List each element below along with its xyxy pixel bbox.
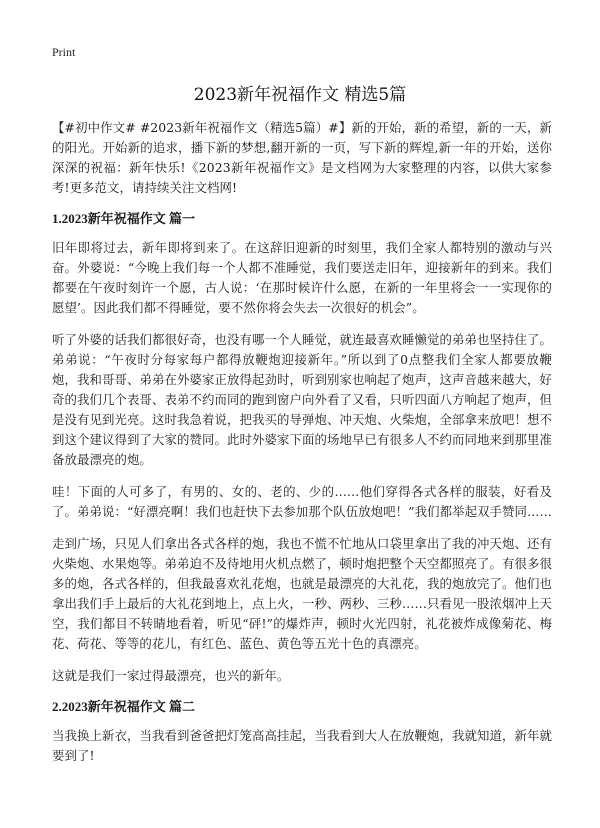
paragraph: 这就是我们一家过得最漂亮，也兴的新年。 — [52, 668, 290, 683]
paragraph: 旧年即将过去，新年即将到来了。在这辞旧迎新的时刻里，我们全家人都特别的激动与兴奋。外婆说：“今晚上我们每一个人都不准睡觉，我们要送走旧年，迎接新年的到来。我们都要在午夜时刻许一个愿，古人说：‘在那时候许什么愿，在新的一年里将会一一实现你的愿望’。因此我们都不得睡觉，要不然你将会失去一次很好的机会”。 — [52, 240, 552, 315]
section-heading: 2.2023新年祝福作文 篇二 — [52, 699, 196, 714]
print-link[interactable]: Print — [52, 45, 76, 59]
paragraph: 哇！下面的人可多了，有男的、女的、老的、少的……他们穿得各式各样的服装，好看及了。弟弟说：“好漂亮啊！我们也赶快下去参加那个队伍放炮吧！”我们都举起双手赞同…… — [52, 484, 553, 519]
paragraph: 当我换上新衣，当我看到爸爸把灯笼高高挂起，当我看到大人在放鞭炮，我就知道，新年就要到了! — [52, 728, 552, 763]
intro-paragraph: 【#初中作文# #2023新年祝福作文（精选5篇）#】新的开始，新的希望，新的一天，新的阳光。开始新的追求，播下新的梦想,翻开新的一页，写下新的辉煌,新一年的开始，送你深深的祝福：新年快乐!《2023新年祝福作文》是文档网为大家整理的内容，以供大家参考!更多范文，请持续关注文档网! — [52, 120, 552, 195]
page-title: 2023新年祝福作文 精选5篇 — [193, 85, 407, 105]
paragraph: 走到广场，只见人们拿出各式各样的炮，我也不慌不忙地从口袋里拿出了我的冲天炮、还有火柴炮、水果炮等。弟弟迫不及待地用火机点燃了，顿时炮把整个天空都照亮了。有很多很多的炮，各式各样的，但我最喜欢礼花炮，也就是最漂亮的大礼花，我的炮放完了。他们也拿出我们手上最后的大礼花到地上，点上火，一秒、两秒、三秒……只看见一股浓烟冲上天空，我们都目不转睛地看着，听见“砰!”的爆炸声，顿时火光四射，礼花被炸成像菊花、梅花、荷花、等等的花儿，有红色、蓝色、黄色等五光十色的真漂亮。 — [52, 536, 552, 651]
section-heading: 1.2023新年祝福作文 篇一 — [52, 211, 196, 226]
article-body — [52, 118, 552, 778]
paragraph: 听了外婆的话我们都很好奇，也没有哪一个人睡觉，就连最喜欢睡懒觉的弟弟也坚持住了。弟弟说：“午夜时分每家每户都得放鞭炮迎接新年。”所以到了0点整我们全家人都要放鞭炮，我和哥哥、弟弟在外婆家正放得起劲时，听到别家也响起了炮声，这声音越来越大，好奇的我们几个表哥、表弟不约而同的跑到窗户向外看了又看，只听四面八方响起了炮声，但是没有见到光亮。这时我急着说，把我买的导弹炮、冲天炮、火柴炮，全部拿来放吧！想不到这个建议得到了大家的赞同。此时外婆家下面的场地早已有很多人不约而同地来到那里准备放最漂亮的炮。 — [52, 332, 552, 467]
